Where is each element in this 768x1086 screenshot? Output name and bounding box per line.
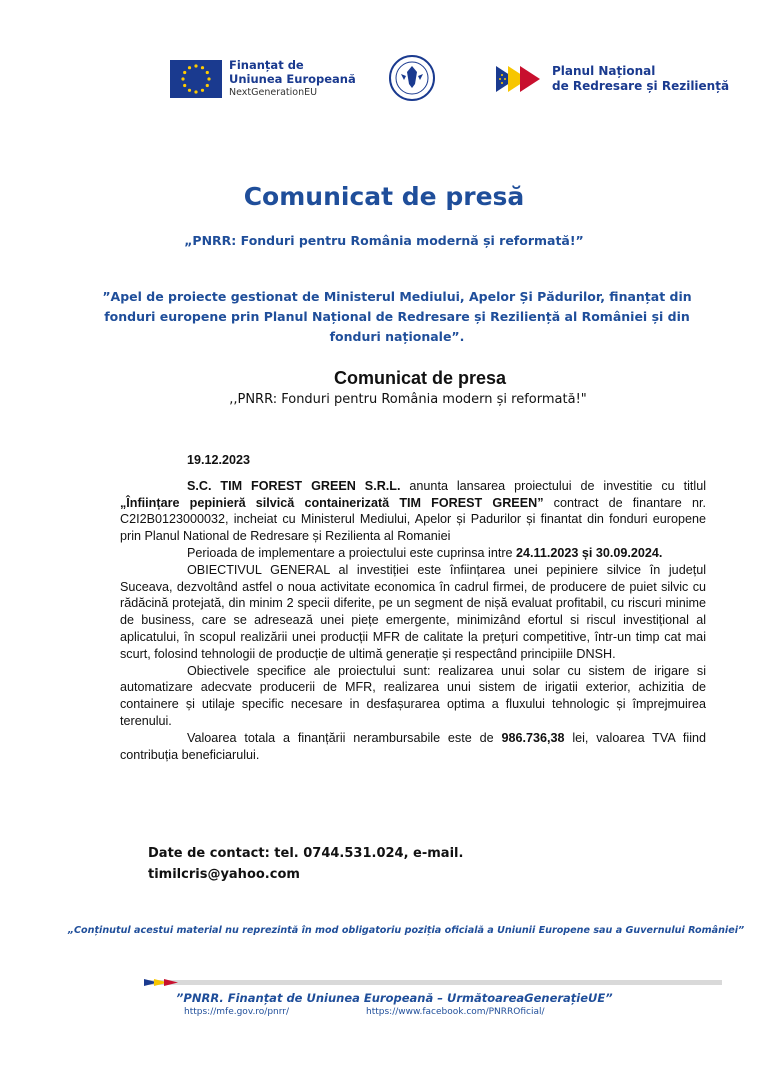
- footer-link-facebook[interactable]: https://www.facebook.com/PNRROficial/: [366, 1007, 545, 1017]
- funding-text-a: Valoarea totala a finanțării nerambursabile este de: [187, 730, 502, 745]
- announcement-text-b: contract de finantare nr. C2I2B0123000032, incheiat cu Ministerul Mediului, Apelor și Padurilor și finantat din fonduri europene prin Planul National de Redresare și Rezilienta al Romaniei: [120, 495, 706, 544]
- release-date: 19.12.2023: [187, 453, 251, 467]
- secondary-title: Comunicat de presa: [333, 368, 507, 388]
- contact-info: [148, 843, 463, 885]
- footer-divider-bar: [144, 978, 722, 986]
- announcement-text-a: anunta lansarea proiectului de investitie cu titlul: [400, 478, 706, 493]
- eu-line1: Finanțat de: [229, 58, 304, 72]
- contact-phone: Date de contact: tel. 0744.531.024, e-mail.: [148, 846, 464, 861]
- secondary-subtitle: ,,PNRR: Fonduri pentru România modern și reformată!": [229, 392, 587, 407]
- call-statement: ”Apel de proiecte gestionat de Ministerul Mediului, Apelor Și Pădurilor, finanțat din fonduri europene prin Planul Național de Redresare și Reziliență al României și din fonduri naționale”.: [102, 289, 692, 344]
- eu-flag-icon: [170, 60, 222, 98]
- government-seal-icon: [388, 54, 436, 102]
- paragraph-general-objective: OBIECTIVUL GENERAL al investiției este înființarea unei pepiniere silvice în județul Suceava, dezvoltând astfel o noua activitate economica în cadrul firmei, de producere de puiet silvic cu rădăcină protejată, din minim 2 specii diferite, pe un segment de nișă evaluat profitabil, cu riscuri minime de business, care se adresează unei piețe emergente, minimizând efortul si riscul investițional al aplicatului, în scopul realizării unei producții MFR de calitate la prețuri competitive, într-un timp cat mai scurt, folosind tehnologii de producție de ultimă generație și respectând principiile DNSH.: [120, 562, 706, 661]
- eu-line3: NextGenerationEU: [229, 87, 318, 98]
- logo-header: [0, 52, 768, 108]
- paragraph-funding-value: [120, 730, 706, 764]
- footer-link-mfe[interactable]: https://mfe.gov.ro/pnrr/: [184, 1007, 290, 1017]
- period-text: Perioada de implementare a proiectului este cuprinsa intre: [187, 545, 517, 560]
- eu-line2: Uniunea Europeană: [229, 72, 356, 86]
- company-name: S.C. TIM FOREST GREEN S.R.L.: [187, 478, 401, 493]
- disclaimer: „Conținutul acestui material nu reprezintă în mod obligatoriu poziția oficială a Uniunii Europene sau a Guvernului României”: [67, 925, 745, 936]
- contact-email[interactable]: timilcris@yahoo.com: [148, 867, 300, 882]
- pnrr-logo-icon: [494, 64, 544, 94]
- pnrr-line2: de Redresare și Reziliență: [552, 79, 730, 93]
- funding-amount: 986.736,38: [501, 730, 565, 745]
- pnrr-text: [552, 64, 729, 94]
- page-subtitle: „PNRR: Fonduri pentru România modernă și reformată!”: [184, 233, 584, 248]
- period-dates: 24.11.2023 și 30.09.2024.: [516, 545, 663, 560]
- pnrr-line1: Planul Național: [552, 64, 656, 78]
- funding-text-b: lei, valoarea TVA fiind contribuția beneficiarului.: [120, 730, 706, 762]
- paragraph-period: [120, 545, 706, 562]
- footer-title: ”PNRR. Finanțat de Uniunea Europeană – UrmătoareaGenerațieUE”: [176, 991, 613, 1005]
- paragraph-specific-objectives: Obiectivele specifice ale proiectului sunt: realizarea unui solar cu sistem de irigare si automatizare adecvate producerii de MFR, realizarea unui sistem de irigatii exterior, achizitia de containere și utilaje specific necesare in desfașurarea optima a fluxului tehnologic și împrejmuirea terenului.: [120, 663, 706, 728]
- project-title: „Înființare pepinieră silvică containerizată TIM FOREST GREEN”: [120, 495, 544, 510]
- page-title: Comunicat de presă: [243, 182, 525, 211]
- press-release-body: [120, 452, 706, 763]
- paragraph-announcement: [120, 478, 706, 545]
- eu-funding-text: [229, 58, 356, 100]
